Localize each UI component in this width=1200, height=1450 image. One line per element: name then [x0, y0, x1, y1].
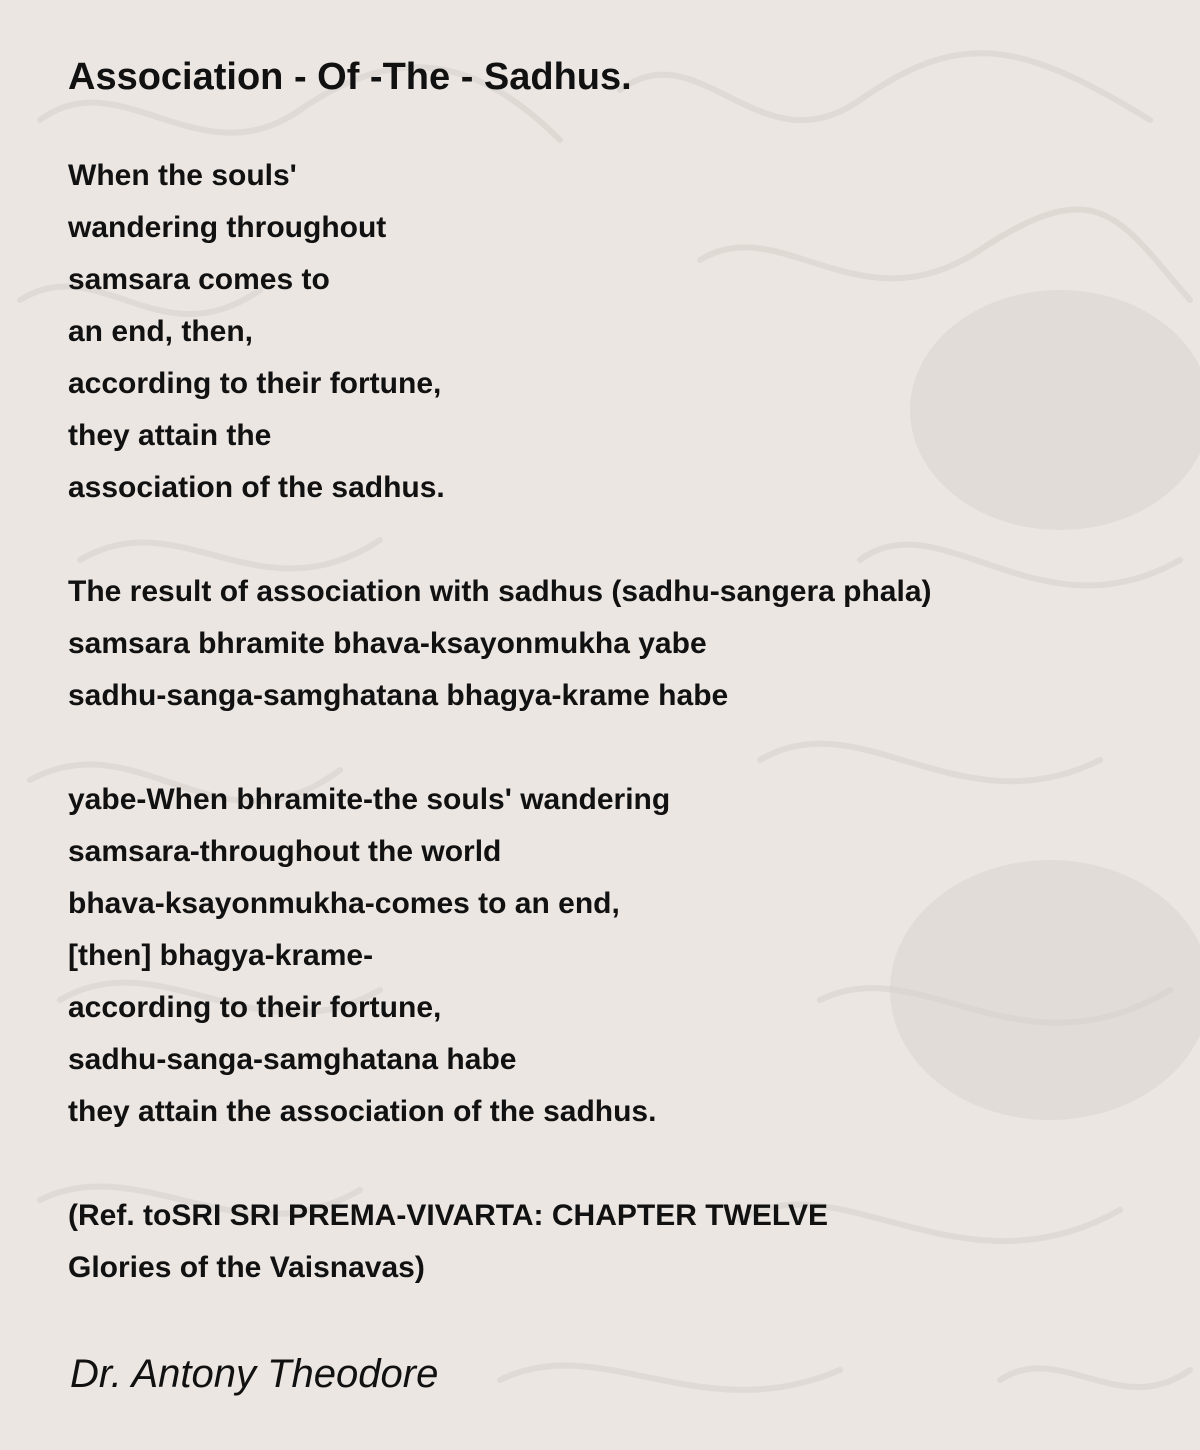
poem-line: according to their fortune,: [68, 367, 442, 400]
poem-line: yabe-When bhramite-the souls' wandering: [68, 783, 671, 816]
stanza-1: [68, 150, 445, 514]
poem-line: sadhu-sanga-samghatana bhagya-krame habe: [68, 679, 729, 712]
stanza-2: [68, 566, 932, 722]
poem-line: (Ref. toSRI SRI PREMA-VIVARTA: CHAPTER TWELVE: [68, 1199, 828, 1232]
poem-line: they attain the association of the sadhus.: [68, 1095, 657, 1128]
poem-line: association of the sadhus.: [68, 471, 445, 504]
poem-line: sadhu-sanga-samghatana habe: [68, 1043, 517, 1076]
stanza-4-reference: [68, 1190, 828, 1294]
poem-line: an end, then,: [68, 315, 254, 348]
poem-line: samsara comes to: [68, 263, 330, 296]
poem-author: Dr. Antony Theodore: [70, 1352, 439, 1396]
poem-line: When the souls': [68, 159, 297, 192]
poem-line: wandering throughout: [68, 211, 387, 244]
poem-line: Glories of the Vaisnavas): [68, 1251, 425, 1284]
stanza-3: [68, 774, 670, 1138]
poem-line: they attain the: [68, 419, 272, 452]
poem-title: Association - Of -The - Sadhus.: [68, 56, 632, 98]
poem-line: [then] bhagya-krame-: [68, 939, 374, 972]
poem-line: according to their fortune,: [68, 991, 442, 1024]
poem-line: The result of association with sadhus (sadhu-sangera phala): [68, 575, 932, 608]
poem-line: bhava-ksayonmukha-comes to an end,: [68, 887, 620, 920]
poem-line: samsara bhramite bhava-ksayonmukha yabe: [68, 627, 707, 660]
poem-line: samsara-throughout the world: [68, 835, 502, 868]
